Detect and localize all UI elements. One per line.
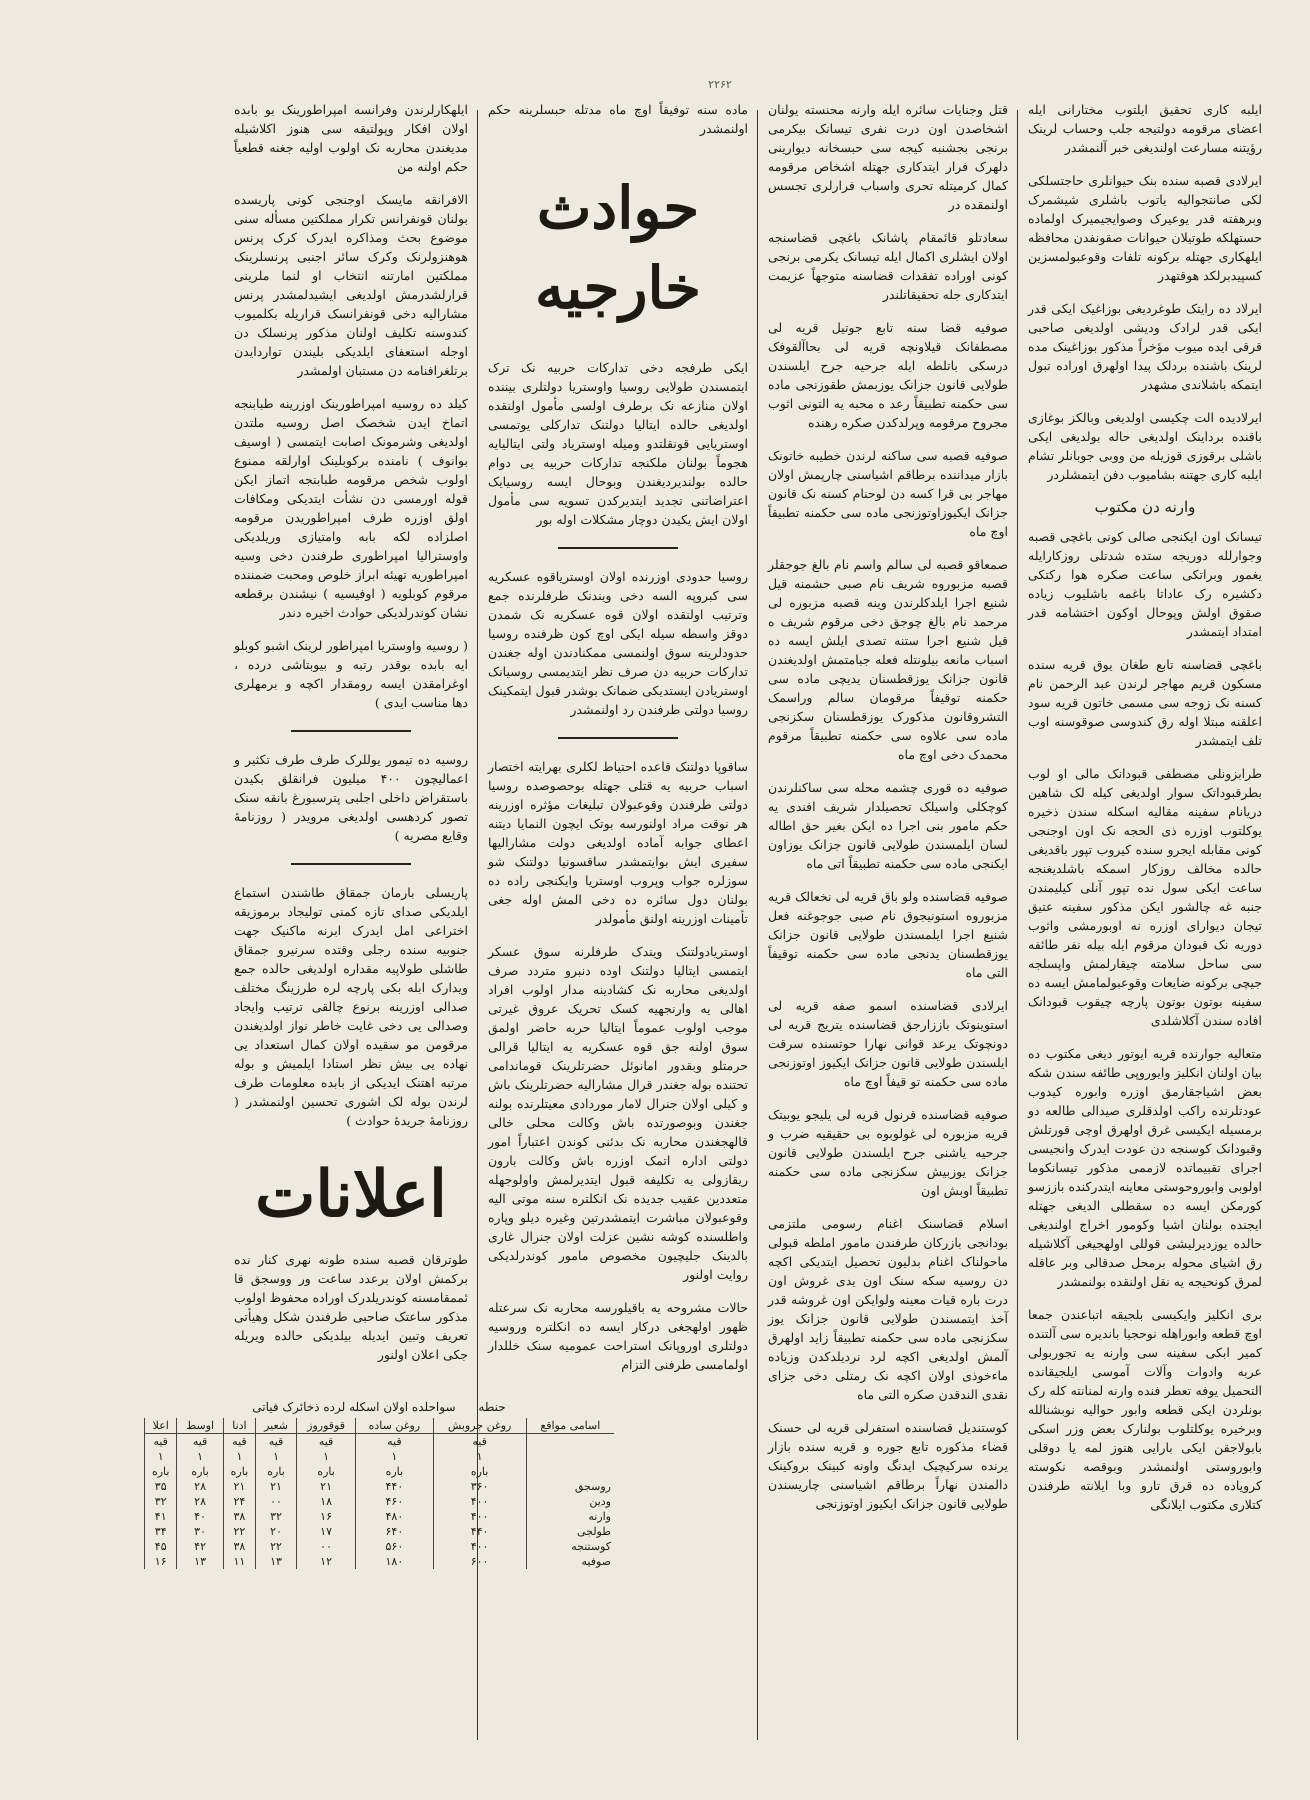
section-heading: وارنه دن مکتوب xyxy=(1094,498,1196,516)
article-paragraph: صوفیه قضاسنده قرنول قریه لی یلیجو یوبیتک قریه مزبوره لی غولوبوه بی حقیقیه ضرب و جرحیه یاشنی جرح ایلسندن طولایی قانون جزانک یوزبیش سکزنجی ماده سی حکمنه تطبیقاً اوبش اون xyxy=(768,1107,1008,1198)
article-paragraph: پاریسلی بارمان جمقاق طاشندن استماع ایلدیکی صدای تازه کمنی تولیجاد برموزیقه اختراعی امل ایدرک ابرنه ماکنیک جهت جنوبیه سنده رجلی وقتده سرنیرو جمقاق طاشلی طولاپیه مقداره اولدیغی حالده جمع ویدارک ابله بکی پارچه لره طرزینگ مختلف صدالی اوزرینه برنوع چالقی ترتیب وایجاد وصدالی یی دخی غایت خاطر نواز اولدیغندن مرقومن مو سقیده اولان کمال استعداد یی نهاده یی بیش نظر استادا ایلمیش و بوله مرتبه اهتنک ایدیکی از بابده معلومات طرف لرندن بوله لک اشوری تحسین اولنمشدر ( روزنامۀ جریدۀ حوادث ) xyxy=(234,885,468,1128)
price-table-unit-row xyxy=(145,1434,615,1450)
price-table-cell: ۲۸ xyxy=(177,1494,223,1509)
price-table-header: ادنا xyxy=(223,1418,255,1434)
price-table-cell: ۶۰۰ xyxy=(433,1554,526,1569)
price-table-cell: وارنه xyxy=(526,1509,614,1524)
price-table-cell: روسجق xyxy=(526,1479,614,1494)
price-table-cell: ۳۴ xyxy=(145,1524,177,1539)
article-paragraph: ساقوپا دولتنک قاعده احتیاط لکلری بهرایته اختصار اسباب حربیه یه قتلی جهتله بوحصوصده روسیا دولتی طرفندن وقوعبولان تبلیغات مؤثره اوزرینه هر نوقت مراد اولنورسه بوتک ایچون النمایا دیتنه اعطای جوابه آماده اولدیغی دولت مشارالیها سفیری ایش بوایتمشدر ساقسونیا دولتنک شو سوزلره جواب وپروب اوستریا وایکنجی راده ده بولنان دول سائره ده دخی المش اوله جغی تأمینات اوزرینه اولنق مأمولدر xyxy=(488,759,748,926)
price-table-cell: ۴۲ xyxy=(177,1539,223,1554)
price-table-cell: ۱ xyxy=(177,1449,223,1464)
price-table-cell: قیه xyxy=(177,1434,223,1450)
price-table-cell: قیه xyxy=(356,1434,433,1450)
article-paragraph: صوفیه قضا سنه تابع جوتیل قریه لی مصطفانک قیلاونچه قریه لی بحاآلقوفک درسکی باتلطه ایله جرحیه جرح ایلسندن طولایی قانون جزانک یوزبمش طقوزنجی ماده سی حکمنه تطبیقاً رعد ه محبه یه التونی اثوب مجروح مرقومه وپرلدکدن صکره رهنده xyxy=(768,320,1008,430)
price-table-header-row xyxy=(145,1418,615,1434)
price-table-cell: ۱ xyxy=(256,1449,297,1464)
price-table-cell: ۱۸۰ xyxy=(356,1554,433,1569)
price-table-cell: ۳۸ xyxy=(223,1539,255,1554)
price-table-header: شعیر xyxy=(256,1418,297,1434)
column-3 xyxy=(480,100,756,1372)
article-paragraph: کوستندیل قضاسنده استفرلی قریه لی حسنک قضاء مذکوره تابع جوره و قریه سنده بازار یرنده سرکیچیک ایدنگ واونه کبینک بروکینک دالمندن نهاراً برطاقم اشیاسنی چاریسندن طولایی قانون جزانک ایکیوز اوتوزنجی xyxy=(768,1420,1008,1511)
section-divider xyxy=(558,737,678,739)
price-table-cell: ۱ xyxy=(223,1449,255,1464)
price-table-cell: ۴۰۰ xyxy=(433,1494,526,1509)
section-divider xyxy=(291,863,411,865)
price-table-cell: ۳۶۰ xyxy=(433,1479,526,1494)
article-paragraph: ایلهکارلرندن وفرانسه امپراطورینک بو بابده اولان افکار وپولتیقه سی هنوز اکلاشیله مدیغندن محاربه نک اولوب اولیه جغنه قطعیاً حکم اولنه من xyxy=(234,102,468,174)
article-paragraph: صمعاقو قصبه لی سالم واسم نام بالغ جوجقلر قصبه مزبوروه شریف نام صبی حشمنه قیل شنیع اجرا ایلدکلرندن وینه قصبه مزبوره لی مرحمد نام بالغ چوجق دخی مرقوم شریف ه قیل شنیع اجرا ستنه تصدی ایلش ایسه ده اسباب مانعه بیلونتله فعله جبامتمش اولدیغندن قانون جزانک یوزقطسنان یدیچی ماده سی حکمنه توقیفاً مرقومان سالم وراسمک التشروقانون مذکورک یوزقطسنان سکزنجی ماده سی علاوه سی حکمنه تطبیقاً مرقوم محمدک دخی اوچ ماه xyxy=(768,557,1008,762)
price-table-cell: ۴۴۰ xyxy=(433,1524,526,1539)
price-table-cell xyxy=(526,1434,614,1450)
price-table-cell: ۱۲ xyxy=(296,1554,355,1569)
price-table-cell: ۰۰ xyxy=(256,1494,297,1509)
price-table-cell: باره xyxy=(145,1464,177,1479)
price-table-header: اسامی مواقع xyxy=(526,1418,614,1434)
price-table-cell: ۳۲ xyxy=(256,1509,297,1524)
article-paragraph: حالات مشروحه یه باقیلورسه محاربه نک سرعتله ظهور اولهجغی درکار ایسه ده انکلتره وروسیه دولتلری اوروپانک استراحت عمومیه سنک خللدار اولمامسی طرفنی التزام xyxy=(488,1300,748,1372)
price-table-cell: قیه xyxy=(433,1434,526,1450)
price-table-cell: قیه xyxy=(223,1434,255,1450)
article-paragraph: اوستریادولتنک ویندک طرفلرنه سوق عسکر ایتمسی ایتالیا دولتنک اوده دنبرو متردد صرف اولدیغی محاربه نک کشادینه مدار اولوب افراد اهالی یه وارنجهیه کسک تحریک عروق غیرتی موجب اولوب عموماً ایتالیا حربه حاضر اولمق سوق اولنه جق قوه عسکریه یه ایتالیا قرالی حرمتلو وبقدور امانوئل حضرتلرینک قوماندامی تحتنده بوله جغندر قرال مشارالیه حضرتلرینک باش و کیلی اولان جنرال لامار موردادی معیتلرنده بولنه جغندن وبوصورتده باش وکالت محلی خالی قالهجغندن محاربه نک بدئنی کوندن اعتباراً امور دولتی اداره اتمک اوزره باش وکالت بارون ریقازولی یه تکلیفه قبول ایتدیرلمش واولوجهله متعددین عقیب جدیده نک انکلتره سنه موتی الیه وقوعبولان مباشرت ایتمشدرتین وغیره دیلو وپاره واطلسنده کوشه نشین عزلت اولان جنرال غاری بالدینک جلیچیون مخصوص مامور کوندرلدیکی روایت اولنور xyxy=(488,944,748,1282)
price-table-header: روغن ساده xyxy=(356,1418,433,1434)
article-paragraph: ایرلاد ده رایتک طوغردیغی بوزاغیک ایکی قدر ایکی قدر لرادک ودیشی اولدیغی صاحبی قرقی ایده میوب مؤخراً مذکور بوزاغینک مده لرینک باشنده بردلک پیدا اولهرق اوراده تبول ایتمکه باشلاندی مشهدر xyxy=(1028,301,1262,392)
price-table-cell: ۱۶ xyxy=(145,1554,177,1569)
article-paragraph: ایکی طرفجه دخی تدارکات حربیه نک ترک ایتمسندن طولایی روسیا واوستریا دولتلری بیننده اولان منازعه نک برطرف اولسی مأمول اولنقده اولدیغی حالده ایتالیا دولتنک تدارکلی یوتمسی اوستریایی قونقلتدو ومیله اوستریاد ولتی ایتالیایه هجوماً بولنان ملکنجه تدارکات حربیه یی دوام حالده بولندیردیغندن وبوحال ایسه روسیایک اعتراضاتنی تجدید ایتدیرکدن تسویه سی مأمول اولان ایش یکیدن دوچار مشکلات اوله بور xyxy=(488,360,748,527)
price-table-cell: باره xyxy=(223,1464,255,1479)
price-table-cell: ۳۰ xyxy=(177,1524,223,1539)
column-1 xyxy=(1020,100,1270,1750)
price-table-cell: کوستنجه xyxy=(526,1539,614,1554)
section-divider xyxy=(291,730,411,732)
grain-price-table xyxy=(144,1400,614,1569)
article-paragraph: روسیا حدودی اوزرنده اولان اوستریاقوه عسکریه سی کبروپه السه دخی ویندنک طرفلرنده جمع وترتیب اولنقده اولان قوه عسکریه نک شمدن دوقز واسطه سیله ایکی اوچ کون ظرفنده روسیا حدودلرینه سوق اولنمسی ممکنادندن اوله جغندن تدارکات حربیه دن صرف نظر ایتدیمسی روسیانک اوستریادن ایستدیکی ضمانک بوشدر قبول ایتمکینک روسیا دولتی طرفندن رد اولنمشدر xyxy=(488,569,748,717)
price-table-unit-row xyxy=(145,1464,615,1479)
column-rule xyxy=(757,110,758,1740)
price-table-cell: قیه xyxy=(145,1434,177,1450)
newspaper-page xyxy=(60,70,1310,1760)
price-table-cell: ۲۱ xyxy=(256,1479,297,1494)
price-table-cell: ۱۳ xyxy=(177,1554,223,1569)
article-paragraph: متعالیه جوارنده قریه ایوتور دیغی مکتوب ده بیان اولنان انکلیز وایوروپی طائفه سندن شکه بعض اشیاجقارمق اوزره وابوره کیدوب عودتلرنده راکب اولدقلری صیدالی طالعه دو برمسیله ایکیسی غرق اولهرق اوچی قورتلش وقبودانک کوسنجه دن عودت ایدرک وانجیسی اجرای تقبیماتده لازممی مذکور تیسانکوما اولوبی وابوروحوستی معاینه ایتدرکنده باززسو کورمکن ایسه ده سقطلی الدیغی جهتله ایجنده بولنان اشیا وکومور اخراج اولندیغی حالده یوزدیرلیشی قوللی اولهجیغی آکلاشیله رق اشیای محوله برمحل صدقالی وبر عاقله لمرق کونحیجه یه نقل اولنقده بولنمشدر xyxy=(1028,1046,1262,1289)
article-paragraph: صوفیه قصبه سی ساکنه لرندن خطیبه خاتونک بازار میداننده برطاقم اشیاسنی چارپمش اولان مهاجر بی قرا کسه دن لوحنام کسنه نک قانون جزانک ایکیوزاوتوزنجی ماده سی حکمنه تطبیقاً اوچ ماه xyxy=(768,448,1008,539)
column-2 xyxy=(760,100,1016,1750)
price-table-body xyxy=(145,1434,615,1570)
price-table-cell: ۲۲ xyxy=(256,1539,297,1554)
price-table-cell: ۴۴۰ xyxy=(356,1479,433,1494)
article-paragraph: ایرلادی قضاسنده اسمو صفه قریه لی استوینوتک باززارجق قضاسنده یتریج قریه لی دونچوتک یرعد قوانی نهارا حوتسنده سرقت ایلسندن طولایی قانون جزانک ایکیوز اوتوزنجی ماده سی حکمنه تو قیفاً اوچ ماه xyxy=(768,998,1008,1089)
price-table-cell: ۲۲ xyxy=(223,1524,255,1539)
price-table-cell: ۱ xyxy=(296,1449,355,1464)
price-table-cell: ودین xyxy=(526,1494,614,1509)
article-paragraph: روسیه ده تیمور یوللرک طرف طرف تکثیر و اعماليچون ۴۰۰ میلیون فرانقلق بکیدن باستقراض داخلی اجلبی پترسبورغ بانقه سنک تصور کردهسی اولدیغی مرویدر ( روزنامۀ وقایع مصریه ) xyxy=(234,752,468,843)
article-paragraph: طرابزونلی مصطفی قبودانک مالی او لوب بطرقبوداتک سوار اولدیغی کیله لک شاهین دریانام سفینه مقالیه اسکله سندن ذخیره یوکلتوب اوزره ذی الحجه نک اون اوجنجی کونی مقابله ایجرو سنده کیروب تپور باقدیغی حالده مخالف روزکار اسمکه باشلدیغنجه ساعت ایکی سول نده تپور آنلی کیلیمندن جنبه غه چالشور ایکن مذکور سفینه عتیق تیجان دیوارای اوزره نه اوبورمشی واثوب دوریه نک قبودان مرقوم ایله بیله نفر طائفه سی ساحل سلامته چیقارلمش واپسلجه جیچی برکونه ضایعات وقوعبولمامش ایسه ده سفینه بوتون بوتون پارچه چیقوب قبودانک افاده سندن آکلاشلدی xyxy=(1028,766,1262,1028)
price-table-cell: ۴۱ xyxy=(145,1509,177,1524)
article-paragraph: ماده سنه توفیقاً اوچ ماه مدتله حبسلرینه حکم اولنمشدر xyxy=(488,102,748,136)
price-table-cell: باره xyxy=(433,1464,526,1479)
price-table-row xyxy=(145,1539,615,1554)
article-paragraph: سعادتلو قائمقام پاشانک باغچی قضاسنجه اولان ایشلری اکمال ایله تیسانک یکرمی برنجی کونی اوراده تفقدات قضاسنه متوجهاً عزیمت ایتدکاری جله تحقیقاتلندر xyxy=(768,230,1008,302)
price-table-cell: باره xyxy=(256,1464,297,1479)
article-paragraph: ( روسیه واوستریا امپراطور لرینک اشبو کوبلو ایه بابده بوقدر رتبه و بیوبتاشی درده ، اوغرامقدن ایسه رومقدار اکچه و برمهلری دها مناسب ایدی ) xyxy=(234,638,468,710)
price-table-cell: باره xyxy=(356,1464,433,1479)
price-table-cell xyxy=(526,1449,614,1464)
price-table-cell: ۳۸ xyxy=(223,1509,255,1524)
price-table-cell: ۲۱ xyxy=(296,1479,355,1494)
price-table-cell: ۶۴۰ xyxy=(356,1524,433,1539)
section-masthead-foreign-news: حوادث خارجیه xyxy=(535,174,701,322)
section-masthead-announcements: اعلانات xyxy=(255,1157,447,1232)
price-table-cell: ۴۵ xyxy=(145,1539,177,1554)
price-table-cell: ۴۰ xyxy=(177,1509,223,1524)
column-rule xyxy=(1017,110,1018,1740)
price-table-caption xyxy=(144,1400,614,1418)
price-table-cell: ۴۶۰ xyxy=(356,1494,433,1509)
article-paragraph: اسلام قضاسنک اغنام رسومی ملتزمی بودانجی بازرکان طرفندن مامور املطه قبولی ماحولناک اغنام بدلیون تحصیل ایتدیکی اکچه دن روسیه سکه سنک اون یدی غروش اون درت باره قیات معینه ولوایکن اون غروشه قدر آخذ ایتمسندن طولایی قانون جزانک یوز سکزنجی ماده سی حکمنه تطبیقاً زاید اولهرق آلمش اولدیغی اکچه لرد نردیلدکدن وزیاده ماءخوذی اولان اکچه نک رمتلی دخی جزای نقدی الندقدن صکره التی ماه xyxy=(768,1216,1008,1402)
price-table-cell: ۱۳ xyxy=(256,1554,297,1569)
article-paragraph: صوفیه قضاسنده ولو باق قریه لی نخعالک قریه مزبوروه استونیجوق نام صبی جوجوغنه فعل شنیع اجرا ایلمسندن طولایی قانون جزانک یوزقطسنان یدنجی ماده سی حکمنه توقیفاً التی ماه xyxy=(768,889,1008,980)
price-table-row xyxy=(145,1524,615,1539)
price-table-cell: ۲۰ xyxy=(256,1524,297,1539)
price-table-cell: ۴۰۰ xyxy=(433,1509,526,1524)
section-divider xyxy=(558,547,678,549)
article-paragraph: تیسانک اون ایکنجی صالی کونی باغچی قصبه وجوارلله دوریجه ستده شدتلی روزکارایله یغمور وبراتکی ساعت صکره هوا رکتکی دکشیره رک عاداتا باغمه باشلیوب زیاده صقوق اولش وپوحال اوکون اختشامه قدر امتداد ایتمشدر xyxy=(1028,529,1262,639)
article-paragraph: صوفیه ده قوری چشمه محله سی ساکنلرندن کوچکلی واسیلک تحصیلدار شریف افندی یه حکم مامور بنی اجرا ده ایکن بغیر حق اطاله لسان ایلمسندن طولایی قانون جزانک یوزاون ایکنجی ماده سی حکمنه تطبیقاً اتی ماه xyxy=(768,780,1008,871)
price-table-cell: ۳۵ xyxy=(145,1479,177,1494)
article-paragraph: الافرانقه مایسک اوجنجی کونی پاریسده بولنان قونفرانس تکرار مملکتین مسأله سنی موضوع بحث ومذاکره ایدرک کرک پرنس هوهنزولرنک وکرک سائر اجنبی پرنسلرینک مملکتین امارتنه انتخاب او لنما ملرینی قرارلشدرمش اولدیغی ایشیدلمشدر پرنس مشارالیه دخی قونفرانسک قراریله بکلمیوب کندوسنه تکلیف اولنان مذکور پرنسلک دن اوجله استعفای ایلدیکی بلیندن تواردایدن برتلغرافنامه دن مستبان اولمشدر xyxy=(234,192,468,378)
article-paragraph: ایرلادیده الت چکیسی اولدیغی وبالکز بوغازی باقنده برداینک اولدیغی حاله بولدیغی ایکی باشلی برقوزی قوزیله من ووبی جوبانلر تشام ایلبه کاری جهتنه بشامیوب دفن ایتمشلردر xyxy=(1028,410,1262,482)
article-paragraph: قتل وجنایات سائره ایله وارنه محنسته یولنان اشخاصدن اون درت نفری تیسانک بیکرمی برنجی بجشنبه کیجه سی حبسخانه دیوارینی دلهرک فرار ایتدکاری جهتله اشخاص مرقومه کمال کرمیتله تحری واسباب فرارلری تجسس اولنمقده در xyxy=(768,102,1008,212)
price-table-cell: ۱ xyxy=(433,1449,526,1464)
price-table-row xyxy=(145,1494,615,1509)
article-paragraph: ایرلادی قصبه سنده بنک حیوانلری حاجتسلکی لکی صانتجوالیه یاتوب باشلری شیشمرک وبرهفته قدر یوعیرک وصوایجیمیرک اولماده حستهلکه طوتیلان حیوانات صقونفدن محافظه ایلهکاری جهتله برکونه تلفات وقوعبولمسزین کسپیدبرلکد هوقتهدر xyxy=(1028,173,1262,283)
price-table-cell: قیه xyxy=(256,1434,297,1450)
price-table-cell: ۲۸ xyxy=(177,1479,223,1494)
price-table-cell: ۱۸ xyxy=(296,1494,355,1509)
announcement-paragraph: طوترقان قصبه سنده طونه نهری کنار نده برکمش اولان برعدد ساعت ور ووسجق قا ئممقامسنه کوندریلدرک اوراده محفوظ اولوب مذکور ساعتک صاحبی طرفندن شکل وهیأتی تعریف وتبین ایدیله بیلدیکی حالده ویریله جکی اعلان اولنور xyxy=(234,1252,468,1362)
price-table-header: اعلا xyxy=(145,1418,177,1434)
price-table-row xyxy=(145,1554,615,1569)
price-table-cell: ۳۲ xyxy=(145,1494,177,1509)
price-table-cell: ۲۴ xyxy=(223,1494,255,1509)
column-4 xyxy=(226,100,476,1362)
price-table-cell: ۲۱ xyxy=(223,1479,255,1494)
price-table-header: اوسط xyxy=(177,1418,223,1434)
price-table-cell: طولجی xyxy=(526,1524,614,1539)
article-paragraph: کیلد ده روسیه امپراطورینک اوزرینه طبابنجه اتماخ ایدن شخصک اصل روسیه ملتدن اولدیغی وشرمونک اصابت ایتمسی ( اوسیف بوانوف ) نامنده برکوبلینک اوارلقه ممنوع اولوب شخص مرقومه طبابنجه اتماز ایکن قوله اورمسی دن نشأت ایتدیکی ومکافات اولق اوزره طرف امپراطوریدن مرقومه اصلزاده لکه بابه وامتیازی وریلدیکی واوسترالیا امپراطوری طرفندن دخی وسیه امپراطوریه تهیئه ابراز خلوص ومحبت ضمننده مرقوم کوبلویه ( اوفیسیه ) نیشندن برقطعه نشان کوندرلدیکی حوادث اخیره دندر xyxy=(234,396,468,620)
article-paragraph: بری انکلیز وایکیسی بلجیقه اتباعندن جمعا اوچ قطعه وابوراهله نوحجیا باندیره سی آلتنده کمیر ابکی سفینه سی وارنه یه تجوربولی عربه وادوات وآلات آموسی ایلجیقانده التحمیل یوفه تعطر فنده وارنه لمنانته کله رک بونلردن ایکی قطعه وابور حوالیه نوبشنالله وبرخیره یوکلتلوب بولنارک بعض وزر اسکی بابولاجقن ایکی بارایی هنوز لمه یا دوقلی وابوروستی اولنمشدر وبوقصه نکوسته کرویاده ده قرق تارو وبا ایلانته طرفندن کتلاری مکتوب ایلانگی xyxy=(1028,1307,1262,1512)
price-table-cell: صوفیه xyxy=(526,1554,614,1569)
price-table-cell: ۱۷ xyxy=(296,1524,355,1539)
price-table-cell: ۱ xyxy=(145,1449,177,1464)
article-paragraph: ایلبه کاری تحقیق ایلتوب مختارانی ایله اعضای مرقومه دولتیجه جلب وحساب لرینک رؤیتنه مسارعت اولندیغی خبر آلنمشدر xyxy=(1028,102,1262,155)
price-table-caption-right: حنطه xyxy=(478,1400,506,1414)
price-table-cell: ۱ xyxy=(356,1449,433,1464)
price-table-header: روغن جروبش xyxy=(433,1418,526,1434)
price-table-cell: باره xyxy=(177,1464,223,1479)
price-table-unit-row xyxy=(145,1449,615,1464)
price-table-cell: ۴۰۰ xyxy=(433,1539,526,1554)
price-table-cell: باره xyxy=(296,1464,355,1479)
price-table-caption-main: سواحلده اولان اسکله لرده ذخائرک فیاتی xyxy=(252,1400,456,1414)
price-table-cell: ۵۶۰ xyxy=(356,1539,433,1554)
price-table-cell: قیه xyxy=(296,1434,355,1450)
page-header-mark: ۲۲۶۲ xyxy=(708,78,732,91)
price-table-row xyxy=(145,1509,615,1524)
price-table-cell: ۱۱ xyxy=(223,1554,255,1569)
price-table-cell: ۰۰ xyxy=(296,1539,355,1554)
price-table-row xyxy=(145,1479,615,1494)
price-table-cell: ۱۶ xyxy=(296,1509,355,1524)
article-paragraph: باغچی قضاسنه تابع طغان یوق قریه سنده مسکون قریم مهاجر لرندن عبد الرحمن نام کسنه نک زوجه سی مسمی خاتون قریه سود اعلقنه مبتلا اوله رق کندوسی صوقوسنه اوب تلف ایتمشدر xyxy=(1028,657,1262,748)
price-table-header: قوقوروز xyxy=(296,1418,355,1434)
price-table-cell xyxy=(526,1464,614,1479)
price-table-cell: ۴۸۰ xyxy=(356,1509,433,1524)
